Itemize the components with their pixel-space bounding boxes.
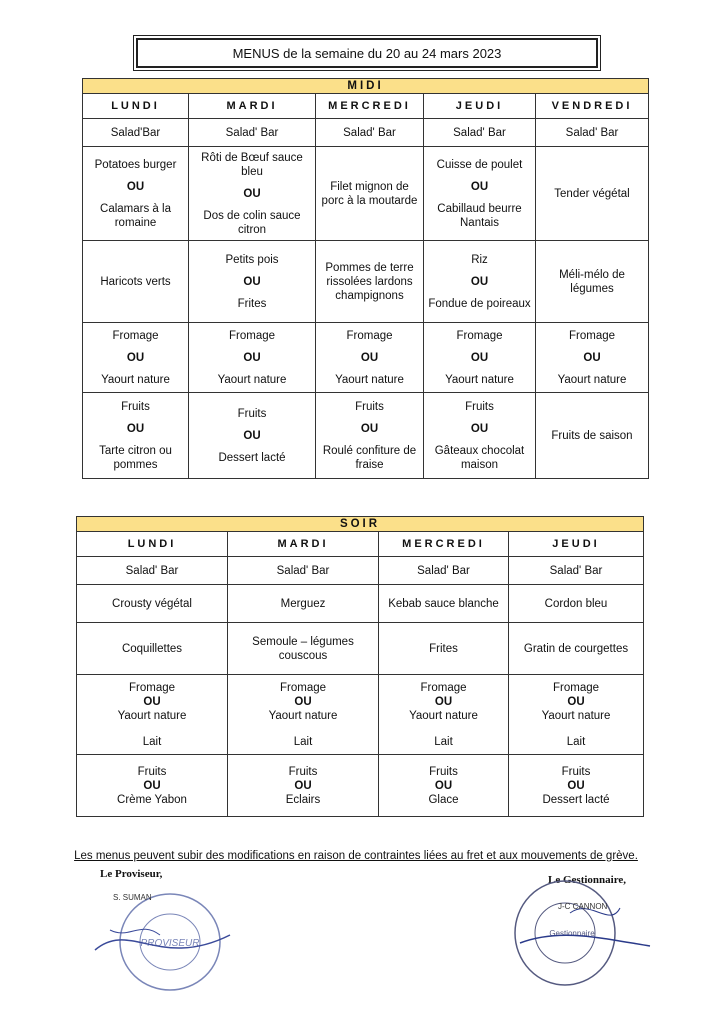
soir-main-cell: Merguez bbox=[228, 585, 379, 623]
dish-option-c: Lait bbox=[566, 735, 586, 748]
dish-option-b: Frites bbox=[237, 297, 267, 310]
day-header-jeudi: JEUDI bbox=[424, 94, 536, 119]
soir-dessert-cell bbox=[509, 755, 644, 817]
dish-text: Pommes de terre rissolées lardons champignons bbox=[325, 261, 414, 302]
midi-main-cell bbox=[536, 147, 649, 241]
dish-option-b: Eclairs bbox=[285, 793, 321, 806]
midi-main-cell bbox=[424, 147, 536, 241]
midi-cheese-cell bbox=[424, 323, 536, 393]
ou-separator: OU bbox=[243, 351, 261, 364]
dish-option-a: Riz bbox=[471, 253, 488, 266]
ou-separator: OU bbox=[243, 275, 261, 288]
dish-option-c: Lait bbox=[293, 735, 313, 748]
ou-separator: OU bbox=[470, 180, 489, 193]
svg-text:Gestionnaire: Gestionnaire bbox=[549, 929, 595, 938]
dish-option-b: Fondue de poireaux bbox=[428, 297, 531, 310]
dish-option-b: Yaourt nature bbox=[268, 709, 338, 722]
soir-cheese-cell bbox=[379, 675, 509, 755]
dish-option-a: Fromage bbox=[346, 329, 393, 342]
midi-salad-cell: Salad'Bar bbox=[83, 119, 189, 147]
soir-side-cell: Semoule – légumes couscous bbox=[228, 623, 379, 675]
ou-separator: OU bbox=[434, 779, 453, 792]
svg-text:PROVISEUR: PROVISEUR bbox=[140, 938, 200, 949]
dish-option-a: Fruits bbox=[355, 400, 384, 413]
dish-option-b: Yaourt nature bbox=[217, 373, 287, 386]
soir-band: SOIR bbox=[77, 517, 644, 532]
soir-side-cell: Frites bbox=[379, 623, 509, 675]
dish-option-a: Fruits bbox=[561, 765, 591, 778]
day-header-mardi: MARDI bbox=[189, 94, 316, 119]
soir-cheese-cell bbox=[77, 675, 228, 755]
midi-salad-cell: Salad' Bar bbox=[424, 119, 536, 147]
dish-option-b: Crème Yabon bbox=[117, 793, 187, 806]
ou-separator: OU bbox=[583, 351, 601, 364]
ou-separator: OU bbox=[143, 779, 161, 792]
dish-option-a: Fruits bbox=[237, 407, 267, 420]
midi-dessert-cell bbox=[83, 393, 189, 479]
dish-option-b: Dos de colin sauce citron bbox=[203, 209, 301, 236]
dish-text: Haricots verts bbox=[100, 275, 171, 288]
soir-main-cell: Cordon bleu bbox=[509, 585, 644, 623]
ou-separator: OU bbox=[126, 351, 145, 364]
soir-menu-table bbox=[76, 516, 644, 817]
ou-separator: OU bbox=[360, 422, 379, 435]
dish-option-a: Fromage bbox=[568, 329, 616, 342]
dish-option-b: Calamars à la romaine bbox=[100, 202, 171, 229]
ou-separator: OU bbox=[434, 695, 453, 708]
midi-side-cell bbox=[316, 241, 424, 323]
soir-cheese-cell bbox=[228, 675, 379, 755]
dish-option-a: Fruits bbox=[288, 765, 318, 778]
soir-salad-cell: Salad' Bar bbox=[509, 557, 644, 585]
midi-side-cell bbox=[83, 241, 189, 323]
midi-dessert-cell bbox=[316, 393, 424, 479]
dish-option-a: Fruits bbox=[465, 400, 494, 413]
dish-option-a: Fromage bbox=[456, 329, 503, 342]
day-header-lundi: LUNDI bbox=[83, 94, 189, 119]
midi-dessert-cell bbox=[189, 393, 316, 479]
proviseur-name: S. SUMAN bbox=[113, 893, 152, 902]
dish-option-b: Glace bbox=[428, 793, 459, 806]
dish-text: Fruits de saison bbox=[551, 429, 633, 442]
midi-cheese-cell bbox=[536, 323, 649, 393]
midi-main-cell bbox=[189, 147, 316, 241]
midi-cheese-cell bbox=[189, 323, 316, 393]
soir-salad-cell: Salad' Bar bbox=[228, 557, 379, 585]
ou-separator: OU bbox=[567, 695, 585, 708]
notice: Les menus peuvent subir des modifications en raison de contraintes liées au fret et aux mouvements de grève. bbox=[74, 850, 638, 862]
ou-separator: OU bbox=[470, 422, 489, 435]
dish-option-a: Potatoes burger bbox=[94, 158, 177, 171]
dish-option-a: Cuisse de poulet bbox=[436, 158, 523, 171]
dish-option-b: Dessert lacté bbox=[218, 451, 286, 464]
dish-option-a: Fruits bbox=[121, 400, 150, 413]
dish-option-c: Lait bbox=[434, 735, 453, 748]
ou-separator: OU bbox=[470, 275, 489, 288]
ou-separator: OU bbox=[294, 695, 312, 708]
soir-salad-cell: Salad' Bar bbox=[379, 557, 509, 585]
midi-cheese-cell bbox=[83, 323, 189, 393]
midi-side-cell bbox=[189, 241, 316, 323]
ou-separator: OU bbox=[243, 187, 261, 200]
midi-salad-cell: Salad' Bar bbox=[189, 119, 316, 147]
day-header-lundi: LUNDI bbox=[77, 532, 228, 557]
soir-main-cell: Crousty végétal bbox=[77, 585, 228, 623]
dish-option-a: Fromage bbox=[128, 681, 176, 694]
dish-option-a: Fromage bbox=[279, 681, 327, 694]
soir-dessert-cell bbox=[77, 755, 228, 817]
ou-separator: OU bbox=[470, 351, 489, 364]
dish-option-a: Fromage bbox=[552, 681, 600, 694]
ou-separator: OU bbox=[243, 429, 261, 442]
midi-salad-cell: Salad' Bar bbox=[316, 119, 424, 147]
dish-text: Filet mignon de porc à la moutarde bbox=[321, 180, 418, 207]
day-header-jeudi: JEUDI bbox=[509, 532, 644, 557]
dish-option-a: Rôti de Bœuf sauce bleu bbox=[201, 151, 303, 178]
ou-separator: OU bbox=[126, 422, 145, 435]
ou-separator: OU bbox=[143, 695, 161, 708]
midi-menu-table bbox=[82, 78, 649, 479]
ou-separator: OU bbox=[126, 180, 145, 193]
midi-dessert-cell bbox=[424, 393, 536, 479]
dish-option-a: Fruits bbox=[137, 765, 167, 778]
midi-side-cell bbox=[536, 241, 649, 323]
dish-option-b: Yaourt nature bbox=[445, 373, 514, 386]
dish-option-a: Fromage bbox=[420, 681, 467, 694]
dish-option-b: Yaourt nature bbox=[541, 709, 611, 722]
proviseur-label: Le Proviseur, bbox=[100, 868, 163, 880]
soir-dessert-cell bbox=[379, 755, 509, 817]
dish-option-a: Fromage bbox=[228, 329, 276, 342]
soir-side-cell: Gratin de courgettes bbox=[509, 623, 644, 675]
dish-text: Tender végétal bbox=[554, 187, 630, 200]
day-header-mercredi: MERCREDI bbox=[379, 532, 509, 557]
gestionnaire-stamp-icon bbox=[500, 868, 660, 998]
dish-option-b: Dessert lacté bbox=[542, 793, 610, 806]
midi-side-cell bbox=[424, 241, 536, 323]
ou-separator: OU bbox=[567, 779, 585, 792]
dish-option-b: Yaourt nature bbox=[557, 373, 627, 386]
gestionnaire-name: J-C CANNON bbox=[558, 902, 608, 911]
soir-dessert-cell bbox=[228, 755, 379, 817]
soir-cheese-cell bbox=[509, 675, 644, 755]
midi-main-cell bbox=[316, 147, 424, 241]
dish-option-a: Fromage bbox=[112, 329, 159, 342]
day-header-mardi: MARDI bbox=[228, 532, 379, 557]
midi-dessert-cell bbox=[536, 393, 649, 479]
soir-side-cell: Coquillettes bbox=[77, 623, 228, 675]
dish-option-b: Gâteaux chocolat maison bbox=[434, 444, 525, 471]
ou-separator: OU bbox=[360, 351, 379, 364]
soir-main-cell: Kebab sauce blanche bbox=[379, 585, 509, 623]
dish-option-b: Yaourt nature bbox=[117, 709, 187, 722]
dish-option-a: Petits pois bbox=[225, 253, 279, 266]
midi-main-cell bbox=[83, 147, 189, 241]
dish-option-a: Fruits bbox=[429, 765, 458, 778]
dish-option-b: Tarte citron ou pommes bbox=[99, 444, 172, 471]
gestionnaire-label: Le Gestionnaire, bbox=[548, 874, 627, 886]
ou-separator: OU bbox=[294, 779, 312, 792]
day-header-mercredi: MERCREDI bbox=[316, 94, 424, 119]
menu-title: MENUS de la semaine du 20 au 24 mars 2023 bbox=[136, 38, 598, 68]
dish-option-b: Yaourt nature bbox=[335, 373, 404, 386]
midi-cheese-cell bbox=[316, 323, 424, 393]
dish-option-b: Roulé confiture de fraise bbox=[322, 444, 417, 471]
dish-option-b: Yaourt nature bbox=[101, 373, 170, 386]
midi-salad-cell: Salad' Bar bbox=[536, 119, 649, 147]
dish-text: Méli-mélo de légumes bbox=[559, 268, 625, 295]
dish-option-c: Lait bbox=[142, 735, 162, 748]
midi-band: MIDI bbox=[83, 79, 649, 94]
day-header-vendredi: VENDREDI bbox=[536, 94, 649, 119]
soir-salad-cell: Salad' Bar bbox=[77, 557, 228, 585]
dish-option-b: Cabillaud beurre Nantais bbox=[437, 202, 522, 229]
dish-option-b: Yaourt nature bbox=[409, 709, 478, 722]
